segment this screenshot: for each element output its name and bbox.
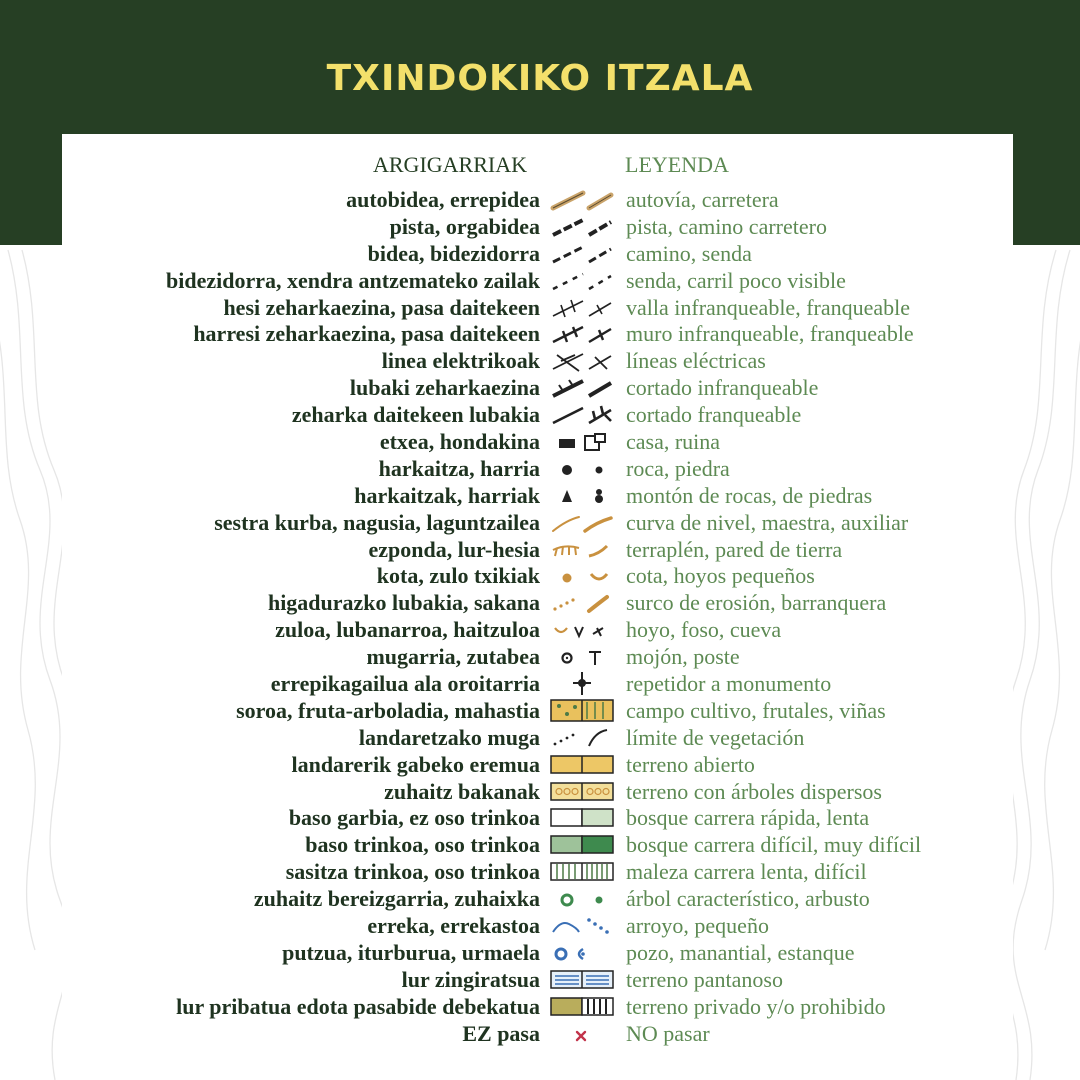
basque-label: EZ pasa xyxy=(462,1020,540,1046)
spanish-label: repetidor a monumento xyxy=(626,671,832,697)
embankment-icon xyxy=(549,536,615,563)
basque-label: hesi zeharkaezina, pasa daitekeen xyxy=(223,294,540,320)
wall-icon xyxy=(549,320,615,347)
spanish-label: límite de vegetación xyxy=(626,724,805,750)
basque-label: lur zingiratsua xyxy=(401,966,540,992)
path-icon xyxy=(549,240,615,267)
cultivated-icon xyxy=(549,697,615,724)
legend-row xyxy=(0,374,1080,401)
legend-row xyxy=(0,858,1080,885)
basque-label: sestra kurba, nagusia, laguntzailea xyxy=(214,509,540,535)
basque-label: harresi zeharkaezina, pasa daitekeen xyxy=(193,321,540,347)
basque-label: harkaitzak, harriak xyxy=(354,482,540,508)
scattered-trees-icon xyxy=(549,778,615,805)
spanish-label: curva de nivel, maestra, auxiliar xyxy=(626,509,909,535)
spanish-label: mojón, poste xyxy=(626,644,740,670)
spanish-label: pista, camino carretero xyxy=(626,213,827,239)
open-land-icon xyxy=(549,751,615,778)
spanish-label: camino, senda xyxy=(626,240,752,266)
basque-label: zuhaitz bakanak xyxy=(384,778,540,804)
spanish-label: campo cultivo, frutales, viñas xyxy=(626,697,886,723)
track-icon xyxy=(549,213,615,240)
legend-row xyxy=(0,616,1080,643)
spanish-label: senda, carril poco visible xyxy=(626,267,846,293)
legend-row xyxy=(0,240,1080,267)
legend-row xyxy=(0,643,1080,670)
basque-label: soroa, fruta-arboladia, mahastia xyxy=(236,697,540,723)
basque-label: zuloa, lubanarroa, haitzuloa xyxy=(275,617,540,643)
legend-row xyxy=(0,347,1080,374)
spanish-label: NO pasar xyxy=(626,1020,710,1046)
spanish-label: autovía, carretera xyxy=(626,187,779,212)
legend-row xyxy=(0,294,1080,321)
spanish-label: roca, piedra xyxy=(626,455,730,481)
spanish-label: muro infranqueable, franqueable xyxy=(626,321,914,347)
rock-stone-icon xyxy=(549,455,615,482)
monument-icon xyxy=(549,670,615,697)
legend-row xyxy=(0,509,1080,536)
page-title: TXINDOKIKO ITZALA xyxy=(326,58,754,99)
legend-row xyxy=(0,993,1080,1020)
spanish-label: casa, ruina xyxy=(626,429,721,455)
spanish-label: hoyo, foso, cueva xyxy=(626,617,782,643)
basque-label: harkaitza, harria xyxy=(378,455,540,481)
basque-label: baso garbia, ez oso trinkoa xyxy=(288,805,540,831)
basque-label: mugarria, zutabea xyxy=(366,644,540,670)
legend-row xyxy=(0,482,1080,509)
basque-label: lubaki zeharkaezina xyxy=(349,375,540,401)
spanish-label: bosque carrera difícil, muy difícil xyxy=(626,832,922,858)
spanish-label: cortado infranqueable xyxy=(626,375,819,401)
spanish-label: arroyo, pequeño xyxy=(626,913,769,939)
basque-label: bidea, bidezidorra xyxy=(367,240,540,266)
legend-row xyxy=(0,912,1080,939)
basque-label: etxea, hondakina xyxy=(379,429,540,455)
basque-label: sasitza trinkoa, oso trinkoa xyxy=(285,859,540,885)
well-spring-icon xyxy=(549,939,615,966)
legend-row xyxy=(0,885,1080,912)
spanish-label: árbol característico, arbusto xyxy=(626,886,870,912)
legend-row xyxy=(0,670,1080,697)
legend-row xyxy=(0,536,1080,563)
basque-label: landaretzako muga xyxy=(358,724,540,750)
spanish-label: bosque carrera rápida, lenta xyxy=(626,805,870,831)
basque-label: pista, orgabidea xyxy=(389,213,540,239)
marsh-icon xyxy=(549,966,615,993)
basque-label: ezponda, lur-hesia xyxy=(368,536,540,562)
legend-row xyxy=(0,804,1080,831)
legend-row xyxy=(0,939,1080,966)
basque-label: bidezidorra, xendra antzemateko zailak xyxy=(166,267,540,293)
basque-label: zuhaitz bereizgarria, zuhaixka xyxy=(253,886,540,912)
basque-label: kota, zulo txikiak xyxy=(376,563,540,589)
basque-label: errepikagailua ala oroitarria xyxy=(270,671,540,697)
basque-label: baso trinkoa, oso trinkoa xyxy=(305,832,540,858)
legend-row xyxy=(0,455,1080,482)
legend-row xyxy=(0,401,1080,428)
spanish-label: terraplén, pared de tierra xyxy=(626,536,843,562)
legend-row xyxy=(0,320,1080,347)
private-land-icon xyxy=(549,993,615,1020)
basque-label: landarerik gabeko eremua xyxy=(291,751,540,777)
legend-row xyxy=(0,966,1080,993)
spanish-label: cortado franqueable xyxy=(626,402,802,428)
forest-icon xyxy=(549,804,615,831)
undergrowth-icon xyxy=(549,858,615,885)
basque-label: lur pribatua edota pasabide debekatua xyxy=(176,993,540,1019)
basque-label: autobidea, errepidea xyxy=(346,187,540,212)
legend-row xyxy=(0,213,1080,240)
pit-cave-icon xyxy=(549,616,615,643)
legend-row xyxy=(0,589,1080,616)
basque-label: linea elektrikoak xyxy=(381,348,540,374)
rock-pile-icon xyxy=(549,482,615,509)
legend-row xyxy=(0,562,1080,589)
vegetation-boundary-icon xyxy=(549,724,615,751)
stream-icon xyxy=(549,912,615,939)
faint-path-icon xyxy=(549,267,615,294)
legend-row xyxy=(0,831,1080,858)
legend-row xyxy=(0,1020,1080,1047)
basque-label: zeharka daitekeen lubakia xyxy=(291,402,540,428)
spanish-label: terreno abierto xyxy=(626,751,755,777)
dense-forest-icon xyxy=(549,831,615,858)
basque-label: erreka, errekastoa xyxy=(367,913,540,939)
legend-row xyxy=(0,267,1080,294)
fence-icon xyxy=(549,294,615,321)
legend-row xyxy=(0,697,1080,724)
house-ruin-icon xyxy=(549,428,615,455)
passable-cliff-icon xyxy=(549,401,615,428)
basque-label: higadurazko lubakia, sakana xyxy=(267,590,540,616)
legend-row xyxy=(0,751,1080,778)
legend-row xyxy=(0,778,1080,805)
legend-row xyxy=(0,186,1080,213)
gully-icon xyxy=(549,589,615,616)
knoll-pit-icon xyxy=(549,562,615,589)
legend-row xyxy=(0,428,1080,455)
boundary-post-icon xyxy=(549,643,615,670)
spanish-label: maleza carrera lenta, difícil xyxy=(626,859,867,885)
spanish-label: terreno con árboles dispersos xyxy=(626,778,882,804)
legend-row xyxy=(0,724,1080,751)
spanish-label: pozo, manantial, estanque xyxy=(626,939,855,965)
no-pass-icon xyxy=(549,1020,615,1047)
spanish-label: montón de rocas, de piedras xyxy=(626,482,873,508)
spanish-label: surco de erosión, barranquera xyxy=(626,590,887,616)
basque-column-header: ARGIGARRIAK xyxy=(373,152,527,177)
road-icon xyxy=(549,186,615,213)
power-line-icon xyxy=(549,347,615,374)
basque-label: putzua, iturburua, urmaela xyxy=(282,939,540,965)
cliff-icon xyxy=(549,374,615,401)
legend-list xyxy=(0,186,1080,1047)
spanish-label: líneas eléctricas xyxy=(626,348,766,374)
contour-icon xyxy=(549,509,615,536)
spanish-label: terreno pantanoso xyxy=(626,966,783,992)
spanish-label: terreno privado y/o prohibido xyxy=(626,993,886,1019)
spanish-label: valla infranqueable, franqueable xyxy=(626,294,911,320)
tree-bush-icon xyxy=(549,885,615,912)
spanish-column-header: LEYENDA xyxy=(625,152,729,177)
spanish-label: cota, hoyos pequeños xyxy=(626,563,815,589)
